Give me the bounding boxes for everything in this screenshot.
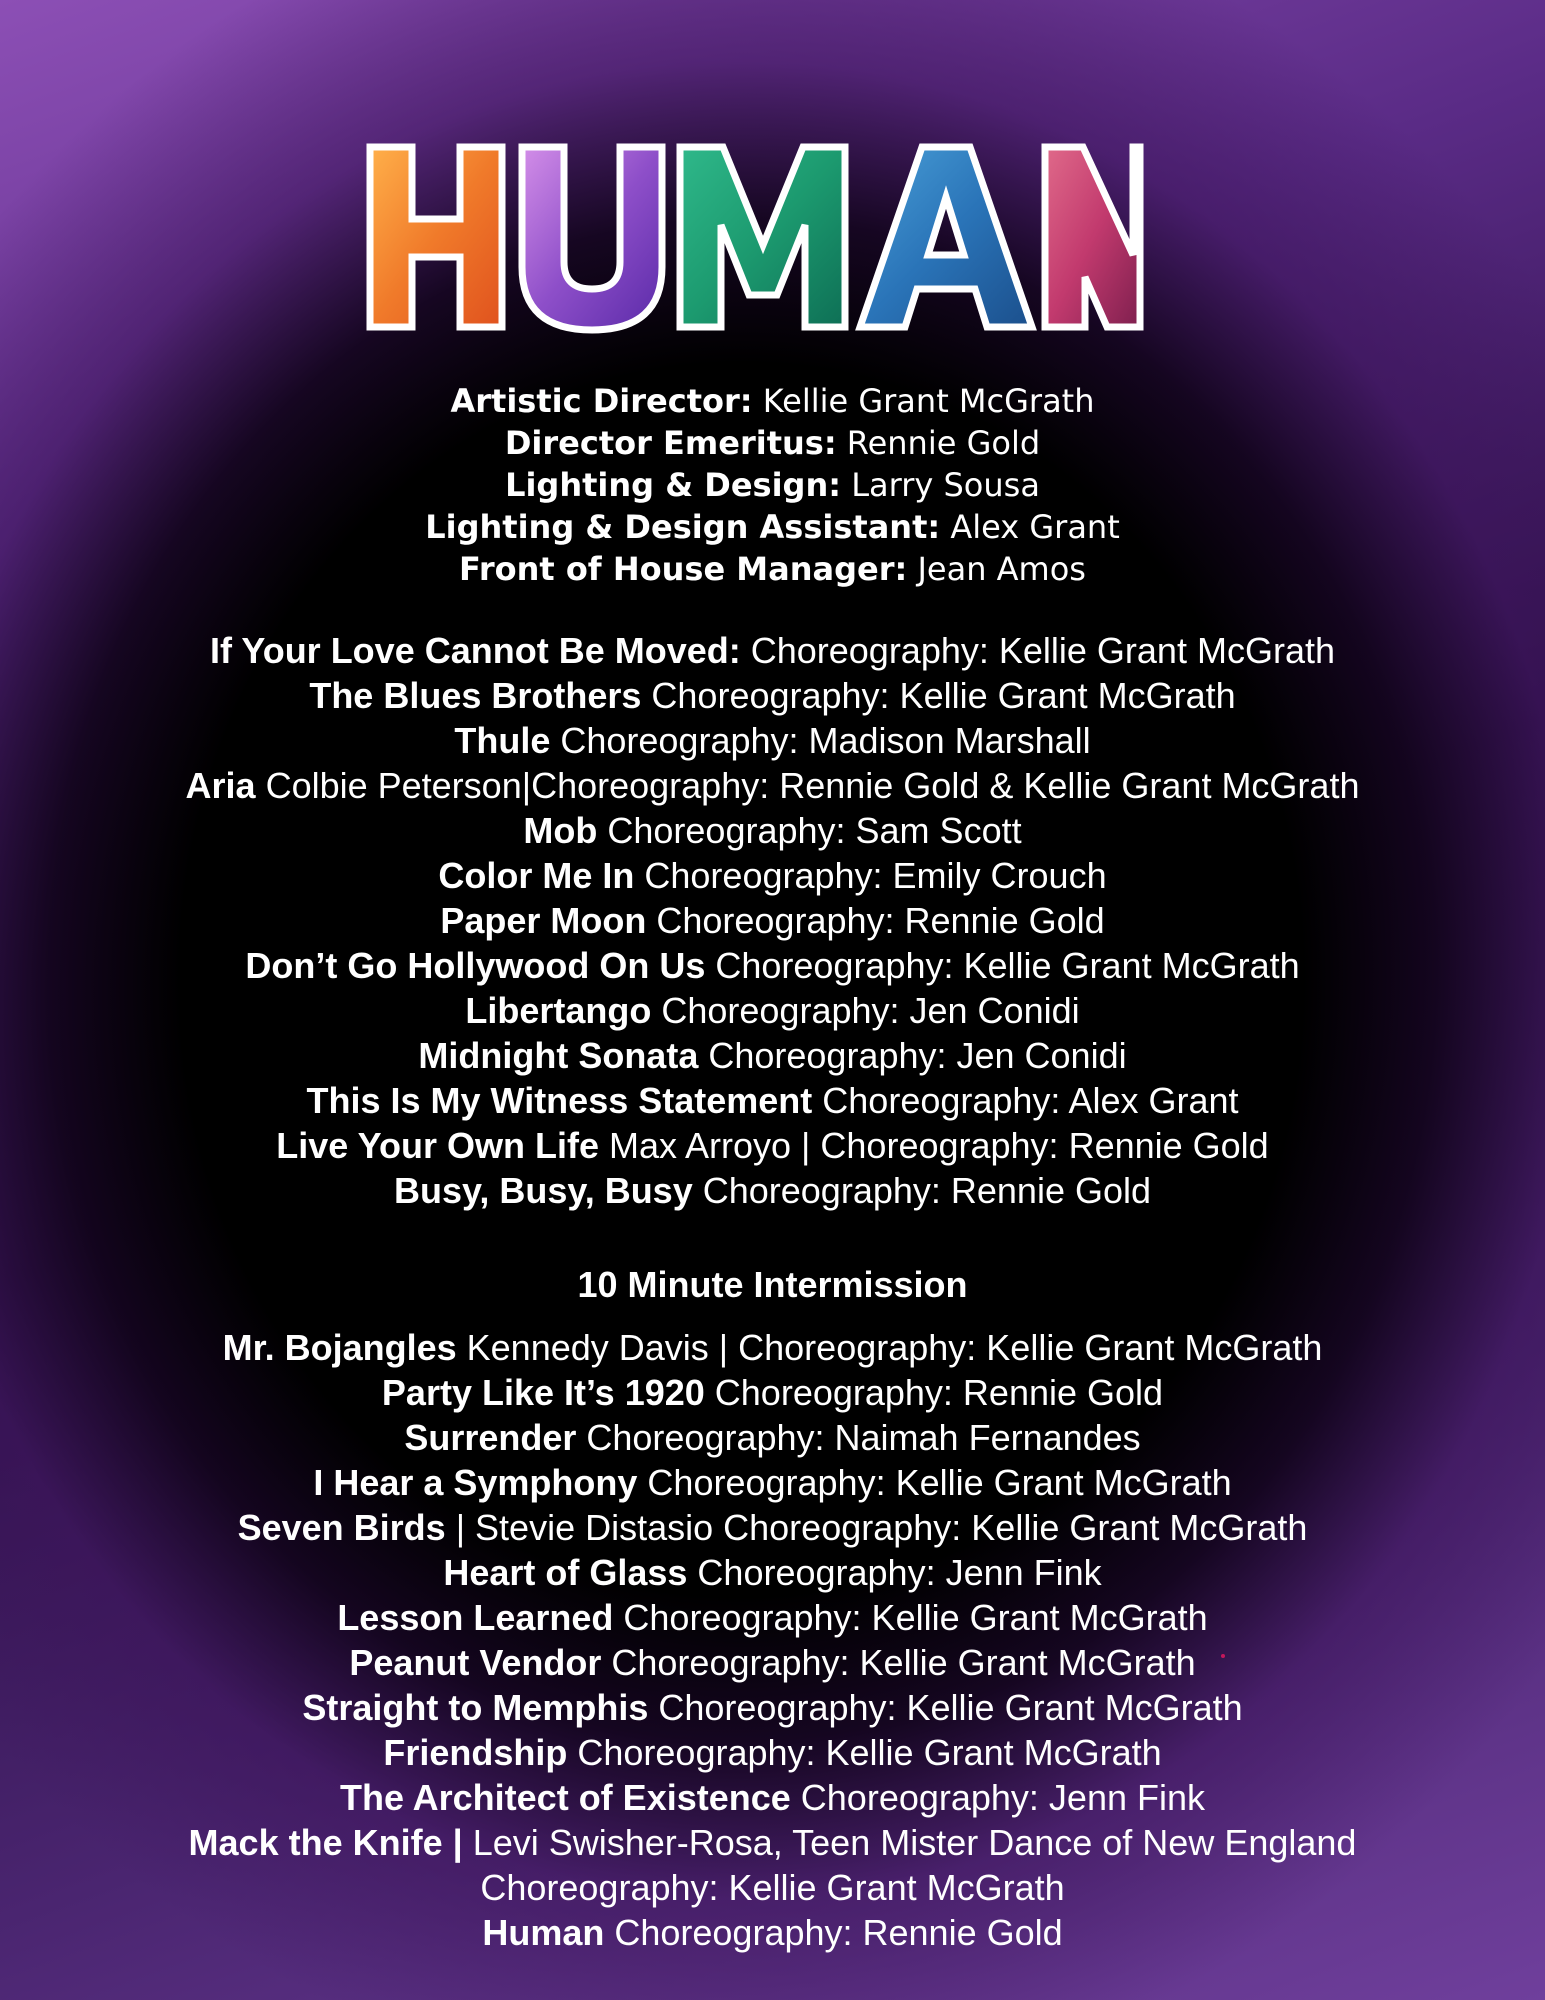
piece-detail: Choreography: Kellie Grant McGrath	[480, 1867, 1065, 1908]
piece-title: Thule	[454, 720, 551, 761]
program-item	[0, 628, 1545, 673]
program-item	[0, 808, 1545, 853]
piece-detail: Choreography: Kellie Grant McGrath	[637, 1462, 1232, 1503]
credit-line: Front of House Manager: Jean Amos	[459, 550, 1086, 588]
program-item	[0, 763, 1545, 808]
program-item	[0, 1415, 1545, 1460]
program-item	[0, 898, 1545, 943]
program-item-continued	[0, 1865, 1545, 1910]
program-item	[0, 1595, 1545, 1640]
human-logo	[365, 137, 1145, 337]
logo-letter-m	[680, 147, 845, 327]
piece-detail: Choreography: Jen Conidi	[698, 1035, 1127, 1076]
program-item	[0, 1550, 1545, 1595]
piece-title: Straight to Memphis	[302, 1687, 649, 1728]
piece-title: Libertango	[465, 990, 652, 1031]
piece-detail: Choreography: Sam Scott	[597, 810, 1022, 851]
piece-title: The Blues Brothers	[309, 675, 642, 716]
intermission-heading: 10 Minute Intermission	[577, 1264, 968, 1305]
piece-detail: Levi Swisher-Rosa, Teen Mister Dance of New England	[462, 1822, 1357, 1863]
piece-title: Live Your Own Life	[276, 1125, 599, 1166]
logo-letter-h	[370, 147, 502, 327]
piece-title: The Architect of Existence	[339, 1777, 791, 1818]
act-two-list	[0, 1325, 1545, 1955]
piece-detail: Choreography: Alex Grant	[812, 1080, 1239, 1121]
program-item	[0, 1505, 1545, 1550]
piece-title: Busy, Busy, Busy	[393, 1170, 693, 1211]
piece-detail: Choreography: Madison Marshall	[550, 720, 1091, 761]
piece-detail: Choreography: Rennie Gold	[646, 900, 1105, 941]
program-item	[0, 1078, 1545, 1123]
piece-title: I Hear a Symphony	[313, 1462, 638, 1503]
logo-letter-u	[522, 147, 662, 330]
program-item	[0, 1775, 1545, 1820]
credit-line: Lighting & Design Assistant: Alex Grant	[425, 508, 1120, 546]
act-one-list	[0, 628, 1545, 1213]
piece-detail: Choreography: Kellie Grant McGrath	[613, 1597, 1208, 1638]
piece-detail: Choreography: Kellie Grant McGrath	[740, 630, 1335, 671]
credit-line: Lighting & Design: Larry Sousa	[505, 466, 1040, 504]
piece-title: Color Me In	[438, 855, 635, 896]
piece-title: This Is My Witness Statement	[306, 1080, 813, 1121]
piece-title: Don’t Go Hollywood On Us	[245, 945, 706, 986]
piece-title: If Your Love Cannot Be Moved:	[210, 630, 741, 671]
piece-title: Mack the Knife |	[188, 1822, 463, 1863]
program-item	[0, 718, 1545, 763]
program-item	[0, 1910, 1545, 1955]
piece-detail: Choreography: Kellie Grant McGrath	[705, 945, 1300, 986]
piece-title: Peanut Vendor	[349, 1642, 602, 1683]
piece-detail: Choreography: Jen Conidi	[651, 990, 1080, 1031]
piece-title: Lesson Learned	[337, 1597, 614, 1638]
piece-title: Mr. Bojangles	[222, 1327, 457, 1368]
credits-block	[0, 380, 1545, 590]
decorative-dot	[1221, 1654, 1225, 1658]
program-item	[0, 853, 1545, 898]
piece-title: Surrender	[404, 1417, 577, 1458]
piece-title: Party Like It’s 1920	[381, 1372, 705, 1413]
piece-title: Aria	[185, 765, 256, 806]
program-item	[0, 1123, 1545, 1168]
piece-detail: Choreography: Jenn Fink	[790, 1777, 1206, 1818]
program-item	[0, 1370, 1545, 1415]
program-item	[0, 1460, 1545, 1505]
piece-detail: Choreography: Rennie Gold	[604, 1912, 1063, 1953]
piece-detail: Choreography: Emily Crouch	[634, 855, 1107, 896]
piece-detail: Choreography: Kellie Grant McGrath	[601, 1642, 1196, 1683]
credit-line: Artistic Director: Kellie Grant McGrath	[450, 382, 1095, 420]
program-item	[0, 1685, 1545, 1730]
piece-title: Heart of Glass	[443, 1552, 688, 1593]
program-item	[0, 673, 1545, 718]
piece-title: Friendship	[383, 1732, 568, 1773]
program-item	[0, 1820, 1545, 1865]
piece-detail: Colbie Peterson|Choreography: Rennie Gold & Kellie Grant McGrath	[255, 765, 1360, 806]
piece-detail: Max Arroyo | Choreography: Rennie Gold	[599, 1125, 1269, 1166]
program-item	[0, 1325, 1545, 1370]
piece-detail: Choreography: Rennie Gold	[704, 1372, 1164, 1413]
program-item	[0, 1033, 1545, 1078]
piece-detail: Choreography: Rennie Gold	[692, 1170, 1152, 1211]
credit-line: Director Emeritus: Rennie Gold	[504, 424, 1041, 462]
piece-detail: Choreography: Naimah Fernandes	[576, 1417, 1141, 1458]
piece-detail: Choreography: Jenn Fink	[687, 1552, 1102, 1593]
logo-letter-a	[860, 147, 1032, 327]
program-item	[0, 1730, 1545, 1775]
piece-title: Paper Moon	[440, 900, 647, 941]
piece-detail: | Stevie Distasio Choreography: Kellie Grant McGrath	[445, 1507, 1308, 1548]
program-item	[0, 943, 1545, 988]
piece-title: Mob	[523, 810, 598, 851]
piece-detail: Choreography: Kellie Grant McGrath	[567, 1732, 1162, 1773]
piece-title: Human	[482, 1912, 605, 1953]
piece-title: Seven Birds	[237, 1507, 446, 1548]
program-item	[0, 1640, 1545, 1685]
piece-detail: Kennedy Davis | Choreography: Kellie Grant McGrath	[456, 1327, 1323, 1368]
piece-title: Midnight Sonata	[418, 1035, 699, 1076]
program-item	[0, 988, 1545, 1033]
piece-detail: Choreography: Kellie Grant McGrath	[648, 1687, 1243, 1728]
program-item	[0, 1168, 1545, 1213]
logo-letter-n	[1045, 147, 1140, 327]
piece-detail: Choreography: Kellie Grant McGrath	[641, 675, 1236, 716]
